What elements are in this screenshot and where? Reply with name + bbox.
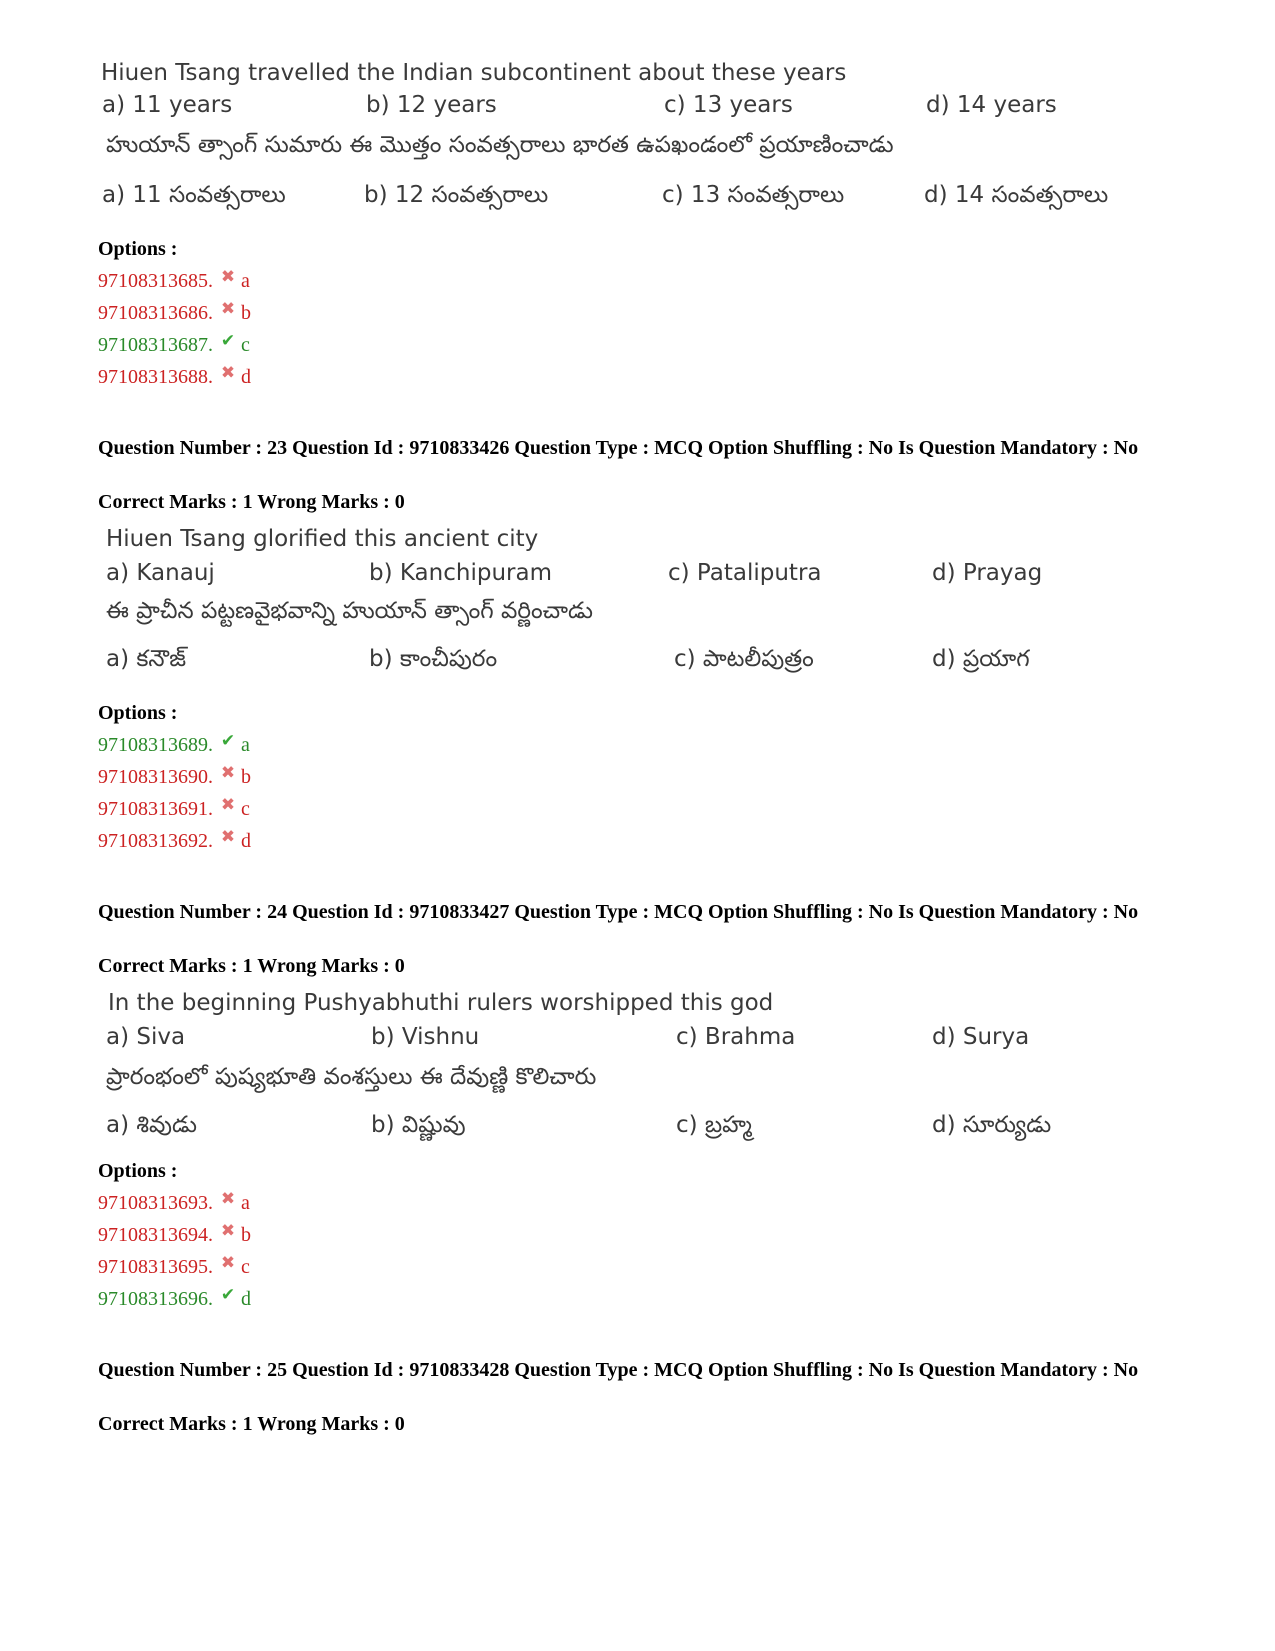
question-text-english: Hiuen Tsang glorified this ancient city: [106, 526, 539, 552]
question-meta: Question Number : 25 Question Id : 9710833428 Question Type : MCQ Option Shuffling : No Is Question Mandatory : No: [98, 1359, 1139, 1381]
option-id: 97108313686.: [98, 302, 213, 324]
option-letter: a: [241, 734, 250, 756]
option-id: 97108313688.: [98, 366, 213, 388]
options-label: Options :: [98, 702, 178, 724]
option-row: [98, 267, 250, 293]
option-text-english: a) 11 years: [102, 92, 233, 118]
question-text-telugu: ఈ ప్రాచీన పట్టణవైభవాన్ని హుయాన్ త్సాంగ్ వర్ణించాడు: [106, 598, 594, 624]
check-icon: ✔: [220, 331, 236, 350]
option-row: [98, 1189, 250, 1215]
option-letter: b: [241, 302, 251, 324]
option-text-english: d) Prayag: [932, 560, 1043, 586]
option-row: [98, 763, 251, 789]
option-text-telugu: b) 12 సంవత్సరాలు: [364, 182, 549, 208]
cross-icon: ✖: [220, 1189, 236, 1208]
option-text-english: b) Vishnu: [371, 1024, 480, 1050]
cross-icon: ✖: [220, 1253, 236, 1272]
cross-icon: ✖: [220, 267, 236, 286]
option-text-telugu: d) 14 సంవత్సరాలు: [924, 182, 1109, 208]
option-row: [98, 1253, 250, 1279]
option-id: 97108313694.: [98, 1224, 213, 1246]
question-image: [96, 984, 1176, 1156]
option-letter: a: [241, 1192, 250, 1214]
option-text-telugu: a) శివుడు: [106, 1112, 197, 1138]
option-id: 97108313696.: [98, 1288, 213, 1310]
option-text-english: b) Kanchipuram: [369, 560, 552, 586]
option-text-english: c) Brahma: [676, 1024, 796, 1050]
question-meta: Question Number : 23 Question Id : 9710833426 Question Type : MCQ Option Shuffling : No Is Question Mandatory : No: [98, 437, 1139, 459]
question-text-telugu: హుయాన్ త్సాంగ్ సుమారు ఈ మొత్తం సంవత్సరాలు భారత ఉపఖండంలో ప్రయాణించాడు: [106, 132, 894, 158]
cross-icon: ✖: [220, 827, 236, 846]
cross-icon: ✖: [220, 1221, 236, 1240]
option-text-english: d) 14 years: [926, 92, 1057, 118]
option-id: 97108313690.: [98, 766, 213, 788]
option-row: [98, 331, 250, 357]
option-letter: c: [241, 334, 250, 356]
question-marks: Correct Marks : 1 Wrong Marks : 0: [98, 955, 405, 977]
check-icon: ✔: [220, 731, 236, 750]
option-letter: d: [241, 1288, 251, 1310]
option-row: [98, 299, 251, 325]
option-row: [98, 795, 250, 821]
option-text-english: c) 13 years: [664, 92, 793, 118]
option-row: [98, 731, 250, 757]
option-text-english: d) Surya: [932, 1024, 1030, 1050]
option-id: 97108313691.: [98, 798, 213, 820]
question-meta: Question Number : 24 Question Id : 9710833427 Question Type : MCQ Option Shuffling : No Is Question Mandatory : No: [98, 901, 1139, 923]
check-icon: ✔: [220, 1285, 236, 1304]
option-id: 97108313695.: [98, 1256, 213, 1278]
cross-icon: ✖: [220, 763, 236, 782]
option-text-telugu: c) బ్రహ్మ: [676, 1112, 752, 1138]
option-id: 97108313692.: [98, 830, 213, 852]
option-id: 97108313693.: [98, 1192, 213, 1214]
cross-icon: ✖: [220, 795, 236, 814]
option-text-telugu: c) పాటలీపుత్రం: [674, 646, 814, 672]
option-text-english: a) Kanauj: [106, 560, 215, 586]
option-letter: c: [241, 1256, 250, 1278]
option-letter: b: [241, 1224, 251, 1246]
option-text-telugu: d) ప్రయాగ: [932, 646, 1030, 672]
option-text-telugu: a) 11 సంవత్సరాలు: [102, 182, 286, 208]
options-label: Options :: [98, 238, 178, 260]
option-id: 97108313685.: [98, 270, 213, 292]
option-text-english: c) Pataliputra: [668, 560, 822, 586]
option-text-english: a) Siva: [106, 1024, 186, 1050]
option-letter: c: [241, 798, 250, 820]
option-row: [98, 827, 251, 853]
question-text-telugu: ప్రారంభంలో పుష్యభూతి వంశస్తులు ఈ దేవుణ్ణి కొలిచారు: [106, 1064, 597, 1090]
question-marks: Correct Marks : 1 Wrong Marks : 0: [98, 491, 405, 513]
question-image: [96, 522, 1176, 692]
question-text-english: In the beginning Pushyabhuthi rulers worshipped this god: [108, 990, 774, 1016]
cross-icon: ✖: [220, 363, 236, 382]
option-id: 97108313687.: [98, 334, 213, 356]
option-text-telugu: d) సూర్యుడు: [932, 1112, 1052, 1138]
cross-icon: ✖: [220, 299, 236, 318]
option-letter: d: [241, 830, 251, 852]
option-row: [98, 363, 251, 389]
option-id: 97108313689.: [98, 734, 213, 756]
option-row: [98, 1285, 251, 1311]
option-text-english: b) 12 years: [366, 92, 497, 118]
option-text-telugu: a) కనౌజ్: [106, 646, 187, 672]
option-letter: a: [241, 270, 250, 292]
question-text-english: Hiuen Tsang travelled the Indian subcontinent about these years: [101, 60, 847, 86]
option-letter: b: [241, 766, 251, 788]
option-letter: d: [241, 366, 251, 388]
options-label: Options :: [98, 1160, 178, 1182]
option-row: [98, 1221, 251, 1247]
option-text-telugu: b) కాంచీపురం: [369, 646, 498, 672]
option-text-telugu: b) విష్ణువు: [371, 1112, 466, 1138]
question-marks: Correct Marks : 1 Wrong Marks : 0: [98, 1413, 405, 1435]
option-text-telugu: c) 13 సంవత్సరాలు: [662, 182, 845, 208]
question-image: [96, 58, 1176, 228]
